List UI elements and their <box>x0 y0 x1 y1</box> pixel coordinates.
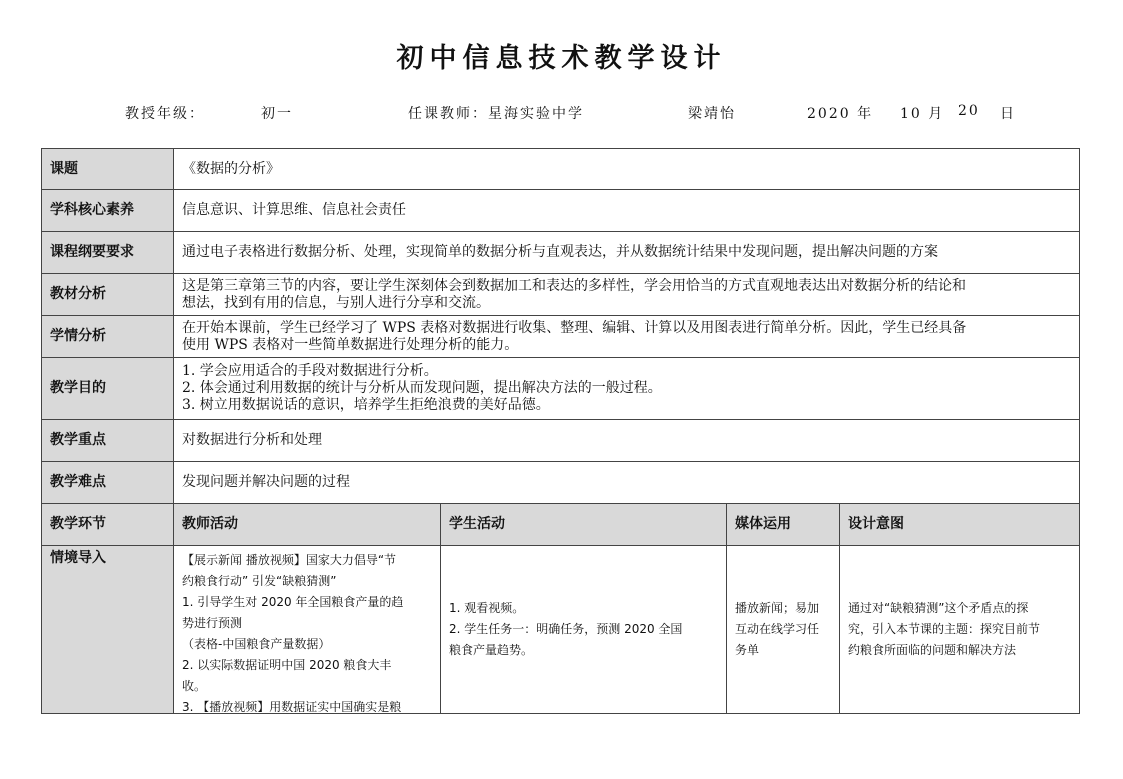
row-label: 学科核心素养 <box>42 190 174 232</box>
text-line: 1. 学会应用适合的手段对数据进行分析。 <box>182 363 438 379</box>
row-core-literacy <box>42 190 1080 232</box>
text-line: 通过对“缺粮猜测”这个矛盾点的探 <box>848 601 1029 615</box>
activity-row-intro <box>42 546 1080 714</box>
row-value <box>174 274 1080 316</box>
row-textbook-analysis <box>42 274 1080 316</box>
text-line: 势进行预测 <box>182 616 243 630</box>
teacher-name: 梁靖怡 <box>688 106 736 122</box>
teacher-activity-cell <box>174 546 441 714</box>
row-key-points <box>42 420 1080 462</box>
row-label: 教学难点 <box>42 462 174 504</box>
text-line: 2. 以实际数据证明中国 2020 粮食大丰 <box>182 658 392 672</box>
document-meta <box>0 103 1123 121</box>
date-month: 10 月 <box>900 106 945 122</box>
row-curriculum-requirement <box>42 232 1080 274</box>
row-label: 教学重点 <box>42 420 174 462</box>
header-stage: 教学环节 <box>42 504 174 546</box>
row-label: 教学目的 <box>42 358 174 420</box>
teacher-school: 任课教师：星海实验中学 <box>408 106 584 122</box>
row-teaching-objectives <box>42 358 1080 420</box>
row-difficult-points <box>42 462 1080 504</box>
text-line: 究，引入本节课的主题：探究目前节 <box>848 622 1041 636</box>
text-line: 播放新闻；易加 <box>735 601 820 615</box>
row-value <box>174 358 1080 420</box>
row-value <box>174 316 1080 358</box>
lesson-plan-table <box>41 148 1080 714</box>
text-line: 互动在线学习任 <box>735 622 820 636</box>
text-line: 粮食产量趋势。 <box>449 643 534 657</box>
text-line: 收。 <box>182 679 207 693</box>
text-line: 【展示新闻 播放视频】国家大力倡导“节 <box>182 553 397 567</box>
header-media: 媒体运用 <box>727 504 840 546</box>
student-activity-cell <box>441 546 727 714</box>
text-line: 2. 学生任务一：明确任务，预测 2020 全国 <box>449 622 683 636</box>
row-label: 教材分析 <box>42 274 174 316</box>
grade-value: 初一 <box>261 106 293 122</box>
text-line: （表格-中国粮食产量数据） <box>182 637 331 651</box>
row-label: 课题 <box>42 149 174 190</box>
text-line: 这是第三章第三节的内容，要让学生深刻体会到数据加工和表达的多样性，学会用恰当的方式直观地表达出对数据分析的结论和 <box>182 277 966 294</box>
activity-header-row <box>42 504 1080 546</box>
text-line: 约粮食所面临的问题和解决方法 <box>848 643 1017 657</box>
design-intent-cell <box>840 546 1080 714</box>
grade-label: 教授年级： <box>125 106 205 122</box>
row-value: 《数据的分析》 <box>174 149 1080 190</box>
media-cell <box>727 546 840 714</box>
text-line: 3. 树立用数据说话的意识，培养学生拒绝浪费的美好品德。 <box>182 397 550 413</box>
text-line: 1. 引导学生对 2020 年全国粮食产量的趋 <box>182 595 404 609</box>
row-label: 学情分析 <box>42 316 174 358</box>
text-line: 想法，找到有用的信息，与别人进行分享和交流。 <box>182 294 490 311</box>
text-line: 使用 WPS 表格对一些简单数据进行处理分析的能力。 <box>182 336 519 353</box>
text-line: 1. 观看视频。 <box>449 601 525 615</box>
date-year: 2020 年 <box>807 106 874 122</box>
header-student-activity: 学生活动 <box>441 504 727 546</box>
text-line: 2. 体会通过利用数据的统计与分析从而发现问题，提出解决方法的一般过程。 <box>182 380 662 396</box>
row-value: 对数据进行分析和处理 <box>174 420 1080 462</box>
row-label: 课程纲要要求 <box>42 232 174 274</box>
text-line: 3. 【播放视频】用数据证实中国确实是粮 <box>182 700 402 712</box>
row-value: 发现问题并解决问题的过程 <box>174 462 1080 504</box>
date-day: 20 <box>958 103 980 119</box>
header-teacher-activity: 教师活动 <box>174 504 441 546</box>
stage-name: 情境导入 <box>42 546 174 714</box>
date-day-unit: 日 <box>1000 106 1016 122</box>
row-topic <box>42 149 1080 190</box>
header-design-intent: 设计意图 <box>840 504 1080 546</box>
text-line: 务单 <box>735 643 760 657</box>
document-title: 初中信息技术教学设计 <box>396 43 727 74</box>
row-value: 通过电子表格进行数据分析、处理，实现简单的数据分析与直观表达，并从数据统计结果中发现问题，提出解决问题的方案 <box>174 232 1080 274</box>
row-student-analysis <box>42 316 1080 358</box>
text-line: 在开始本课前，学生已经学习了 WPS 表格对数据进行收集、整理、编辑、计算以及用图表进行简单分析。因此，学生已经具备 <box>182 319 967 336</box>
text-line: 约粮食行动” 引发“缺粮猜测” <box>182 574 337 588</box>
row-value: 信息意识、计算思维、信息社会责任 <box>174 190 1080 232</box>
